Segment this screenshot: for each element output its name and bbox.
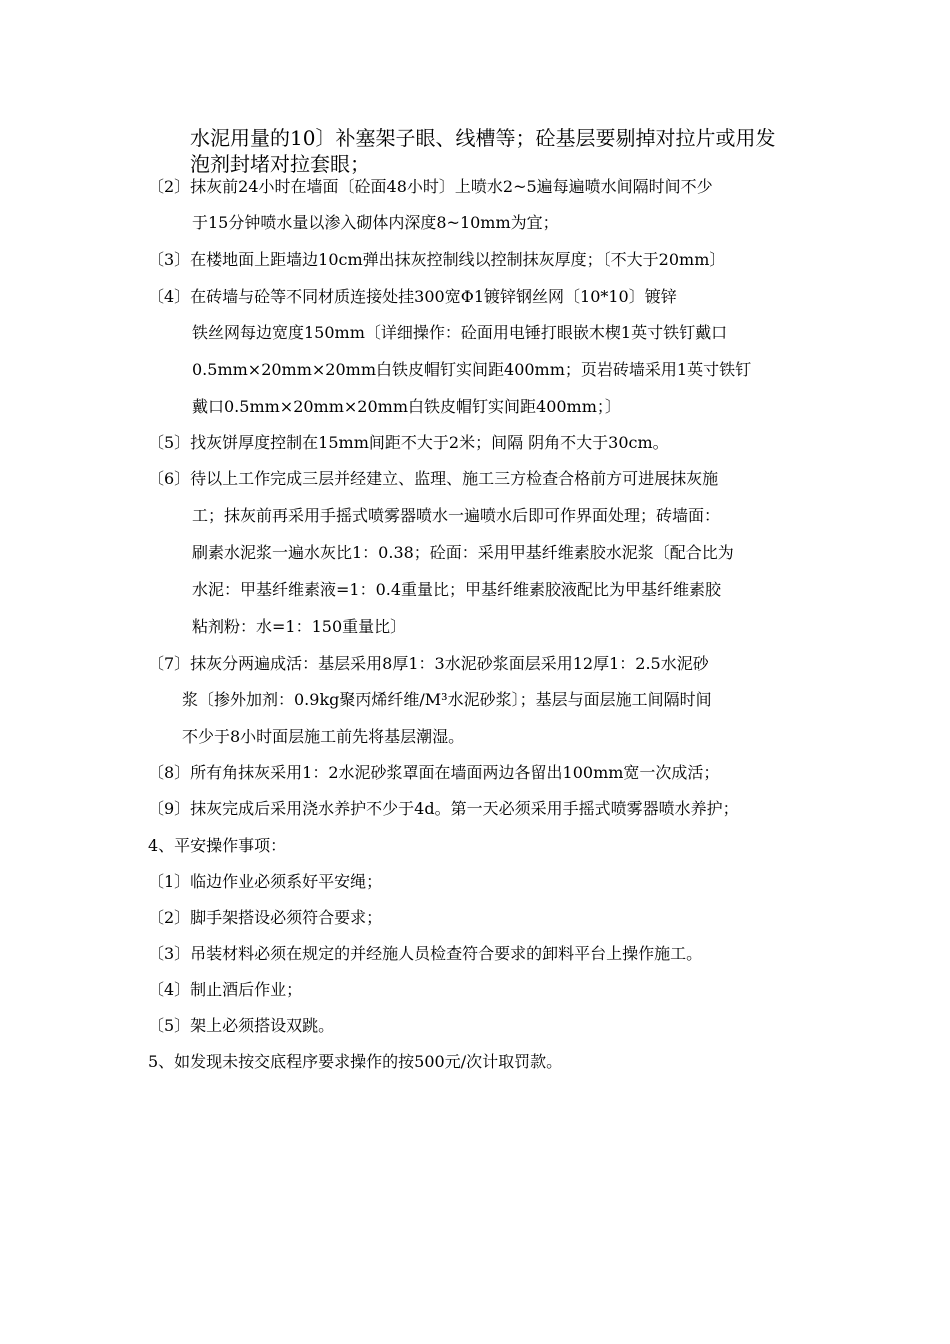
- text-line-13: 刷素水泥浆一遍水灰比1：0.38；砼面：采用甲基纤维素胶水泥浆〔配合比为: [192, 543, 734, 562]
- text-line-15: 粘剂粉：水=1：150重量比〕: [192, 617, 407, 636]
- text-line-19: 〔8〕所有角抹灰采用1：2水泥砂浆罩面在墙面两边各留出100mm宽一次成活；: [148, 763, 720, 782]
- text-line-26: 〔5〕架上必须搭设双跳。: [148, 1016, 335, 1035]
- text-line-9: 戴口0.5mm×20mm×20mm白铁皮帽钉实间距400mm；〕: [192, 397, 621, 416]
- text-line-16: 〔7〕抹灰分两遍成活：基层采用8厚1：3水泥砂浆面层采用12厚1：2.5水泥砂: [148, 654, 709, 673]
- text-line-23: 〔2〕脚手架搭设必须符合要求；: [148, 908, 383, 927]
- text-line-2: 泡剂封堵对拉套眼；: [190, 152, 370, 176]
- text-line-8: 0.5mm×20mm×20mm白铁皮帽钉实间距400mm；页岩砖墙采用1英寸铁钉: [192, 360, 752, 379]
- text-line-24: 〔3〕吊装材料必须在规定的并经施人员检查符合要求的卸料平台上操作施工。: [148, 944, 703, 963]
- text-line-17: 浆〔掺外加剂：0.9kg聚丙烯纤维/M³水泥砂浆〕；基层与面层施工间隔时间: [182, 690, 712, 709]
- text-line-11: 〔6〕待以上工作完成三层并经建立、监理、施工三方检查合格前方可进展抹灰施: [148, 469, 719, 488]
- text-line-1: 水泥用量的10〕补塞架子眼、线槽等；砼基层要剔掉对拉片或用发: [190, 126, 776, 150]
- text-line-6: 〔4〕在砖墙与砼等不同材质连接处挂300宽Φ1镀锌钢丝网〔10*10〕镀锌: [148, 287, 677, 306]
- text-line-10: 〔5〕找灰饼厚度控制在15mm间距不大于2米；间隔 阴角不大于30cm。: [148, 433, 669, 452]
- text-line-22: 〔1〕临边作业必须系好平安绳；: [148, 872, 383, 891]
- text-line-25: 〔4〕制止酒后作业；: [148, 980, 303, 999]
- text-line-14: 水泥：甲基纤维素液=1：0.4重量比；甲基纤维素胶液配比为甲基纤维素胶: [192, 580, 722, 599]
- text-line-7: 铁丝网每边宽度150mm〔详细操作：砼面用电锤打眼嵌木楔1英寸铁钉戴口: [192, 323, 728, 342]
- text-line-12: 工；抹灰前再采用手摇式喷雾器喷水一遍喷水后即可作界面处理；砖墙面：: [192, 506, 721, 525]
- text-line-5: 〔3〕在楼地面上距墙边10cm弹出抹灰控制线以控制抹灰厚度；〔不大于20mm〕: [148, 250, 726, 269]
- text-line-4: 于15分钟喷水量以渗入砌体内深度8~10mm为宜；: [192, 213, 559, 232]
- text-line-20: 〔9〕抹灰完成后采用浇水养护不少于4d。第一天必须采用手摇式喷雾器喷水养护；: [148, 799, 739, 818]
- text-line-18: 不少于8小时面层施工前先将基层潮湿。: [182, 727, 465, 746]
- section-heading-5: 5、如发现未按交底程序要求操作的按500元/次计取罚款。: [148, 1052, 563, 1071]
- section-heading-4: 4、平安操作事项：: [148, 836, 287, 855]
- text-line-3: 〔2〕抹灰前24小时在墙面〔砼面48小时〕上喷水2~5遍每遍喷水间隔时间不少: [148, 177, 713, 196]
